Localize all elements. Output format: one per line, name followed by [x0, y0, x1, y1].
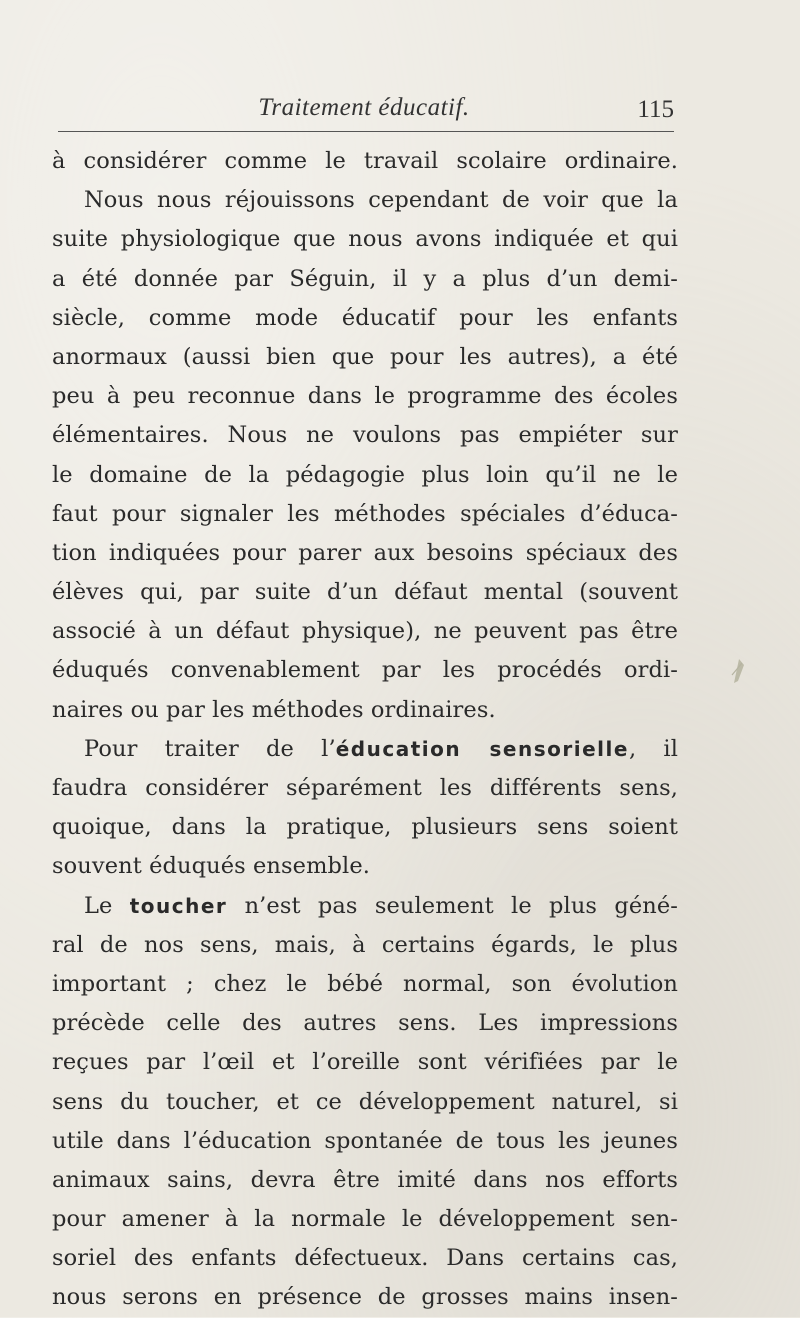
text-line: faudra considérer séparément les différents sens,	[52, 775, 678, 801]
text-line: tion indiquées pour parer aux besoins spéciaux des	[52, 539, 678, 566]
text-line: a été donnée par Séguin, il y a plus d’un demi-	[52, 265, 678, 292]
emphasis-toucher: toucher	[129, 893, 228, 918]
text-run: Le	[84, 892, 130, 919]
emphasis-education-sensorielle: éducation sensorielle	[335, 736, 629, 761]
text-line: naires ou par les méthodes ordinaires.	[52, 696, 496, 723]
text-line	[52, 887, 678, 926]
text-line: Nous nous réjouissons cependant de voir que la	[84, 187, 678, 214]
text-line: animaux sains, devra être imité dans nos efforts	[52, 1166, 678, 1193]
text-line: élémentaires. Nous ne voulons pas empiéter sur	[52, 422, 678, 449]
text-line: anormaux (aussi bien que pour les autres), a été	[52, 343, 678, 370]
text-line: quoique, dans la pratique, plusieurs sens soient	[52, 814, 678, 841]
text-line: le domaine de la pédagogie plus loin qu’il ne le	[52, 461, 678, 488]
text-run: n’est pas seulement le plus géné-	[227, 892, 678, 919]
text-line: nous serons en présence de grosses mains insen-	[52, 1284, 678, 1311]
text-run: Pour traiter de l’	[84, 735, 336, 762]
header-rule	[58, 131, 674, 132]
text-line: faut pour signaler les méthodes spéciales d’éduca-	[52, 500, 678, 527]
text-line	[52, 730, 678, 769]
text-line: suite physiologique que nous avons indiquée et qui	[52, 226, 678, 253]
text-line: éduqués convenablement par les procédés ordi-	[52, 657, 678, 684]
text-line: reçues par l’œil et l’oreille sont vérifiées par le	[52, 1049, 678, 1076]
text-line: sens du toucher, et ce développement naturel, si	[52, 1088, 678, 1115]
text-line: pour amener à la normale le développement sen-	[52, 1206, 678, 1233]
text-run: , il	[628, 735, 678, 762]
running-title: Traitement éducatif.	[258, 94, 470, 121]
text-line: associé à un défaut physique), ne peuvent pas être	[52, 618, 678, 645]
text-line: à considérer comme le travail scolaire ordinaire.	[52, 148, 678, 174]
text-line: siècle, comme mode éducatif pour les enfants	[52, 304, 678, 331]
text-line: utile dans l’éducation spontanée de tous les jeunes	[52, 1127, 678, 1154]
ink-mark	[730, 655, 748, 685]
text-line: important ; chez le bébé normal, son évolution	[52, 970, 678, 997]
page-header	[58, 94, 674, 128]
text-line: ral de nos sens, mais, à certains égards, le plus	[52, 931, 678, 958]
text-line: précède celle des autres sens. Les impressions	[52, 1010, 678, 1037]
page-number: 115	[637, 96, 674, 123]
text-line: élèves qui, par suite d’un défaut mental (souvent	[52, 579, 678, 606]
text-line: souvent éduqués ensemble.	[52, 853, 370, 880]
text-line: peu à peu reconnue dans le programme des écoles	[52, 383, 678, 410]
text-line: soriel des enfants défectueux. Dans certains cas,	[52, 1245, 678, 1272]
body-text	[52, 142, 678, 1318]
